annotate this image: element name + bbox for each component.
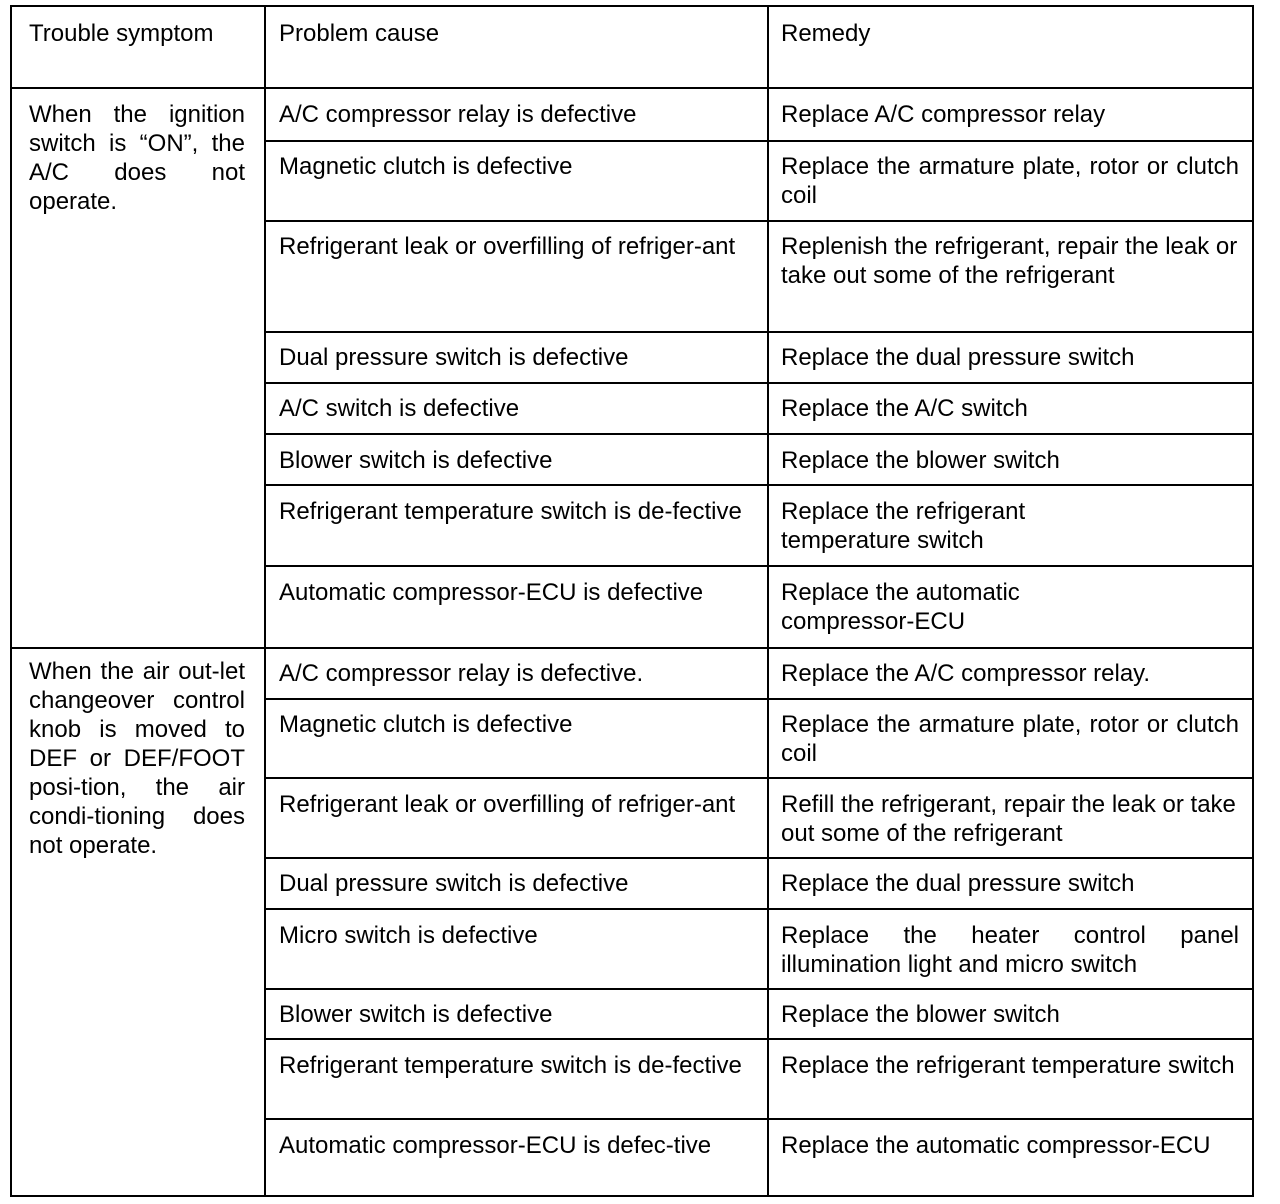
cause-cell: Blower switch is defective <box>279 447 553 474</box>
cause-cell: Blower switch is defective <box>279 1001 553 1028</box>
group-divider <box>12 647 1252 649</box>
cause-cell: Refrigerant leak or overfilling of refriger-ant <box>279 233 736 260</box>
cause-cell: Micro switch is defective <box>279 922 538 949</box>
cause-cell: Refrigerant temperature switch is de-fective <box>279 498 742 525</box>
remedy-cell: Replace the automatic compressor-ECU <box>781 579 1020 635</box>
remedy-cell: Replace the dual pressure switch <box>781 344 1135 371</box>
cause-cell: Dual pressure switch is defective <box>279 870 629 897</box>
remedy-cell: Replace the blower switch <box>781 1001 1060 1028</box>
troubleshooting-table <box>10 5 1254 1197</box>
cause-cell: Magnetic clutch is defective <box>279 711 573 738</box>
row-divider <box>264 433 1252 435</box>
remedy-cell: Replace the dual pressure switch <box>781 870 1135 897</box>
row-divider <box>264 220 1252 222</box>
header-remedy: Remedy <box>781 20 871 47</box>
remedy-cell: Replace the A/C compressor relay. <box>781 660 1151 687</box>
cause-cell: Magnetic clutch is defective <box>279 153 573 180</box>
symptom-ignition-on: When the ignition switch is “ON”, the A/C does not operate. <box>29 101 245 215</box>
remedy-cell: Replace the blower switch <box>781 447 1060 474</box>
remedy-cell: Replace the refrigerant temperature switch <box>781 1052 1235 1079</box>
remedy-cell: Refill the refrigerant, repair the leak or take out some of the refrigerant <box>781 791 1236 847</box>
row-divider <box>264 698 1252 700</box>
remedy-cell: Replenish the refrigerant, repair the leak or take out some of the refrigerant <box>781 233 1238 289</box>
symptom-def-knob: When the air out-let changeover control knob is moved to DEF or DEF/FOOT posi-tion, the air condi-tioning does not operate. <box>29 658 245 859</box>
header-divider <box>12 87 1252 89</box>
column-divider <box>767 7 769 1195</box>
cause-cell: Refrigerant leak or overfilling of refriger-ant <box>279 791 736 818</box>
cause-cell: Automatic compressor-ECU is defec-tive <box>279 1132 712 1159</box>
row-divider <box>264 484 1252 486</box>
row-divider <box>264 908 1252 910</box>
row-divider <box>264 1118 1252 1120</box>
remedy-cell: Replace A/C compressor relay <box>781 101 1106 128</box>
cause-cell: Automatic compressor-ECU is defective <box>279 579 704 606</box>
remedy-cell: Replace the automatic compressor-ECU <box>781 1132 1211 1159</box>
remedy-cell: Replace the A/C switch <box>781 395 1028 422</box>
cause-cell: A/C compressor relay is defective. <box>279 660 644 687</box>
header-problem-cause: Problem cause <box>279 20 440 47</box>
row-divider <box>264 565 1252 567</box>
row-divider <box>264 140 1252 142</box>
cause-cell: Dual pressure switch is defective <box>279 344 629 371</box>
header-trouble-symptom: Trouble symptom <box>29 20 214 47</box>
cause-cell: Refrigerant temperature switch is de-fective <box>279 1052 742 1079</box>
remedy-cell: Replace the armature plate, rotor or clutch coil <box>781 711 1239 767</box>
remedy-cell: Replace the refrigerant temperature switch <box>781 498 1026 554</box>
row-divider <box>264 857 1252 859</box>
row-divider <box>264 988 1252 990</box>
remedy-cell: Replace the heater control panel illumination light and micro switch <box>781 922 1239 978</box>
remedy-cell: Replace the armature plate, rotor or clutch coil <box>781 153 1239 209</box>
cause-cell: A/C compressor relay is defective <box>279 101 637 128</box>
row-divider <box>264 1038 1252 1040</box>
row-divider <box>264 382 1252 384</box>
row-divider <box>264 331 1252 333</box>
row-divider <box>264 777 1252 779</box>
cause-cell: A/C switch is defective <box>279 395 520 422</box>
column-divider <box>264 7 266 1195</box>
